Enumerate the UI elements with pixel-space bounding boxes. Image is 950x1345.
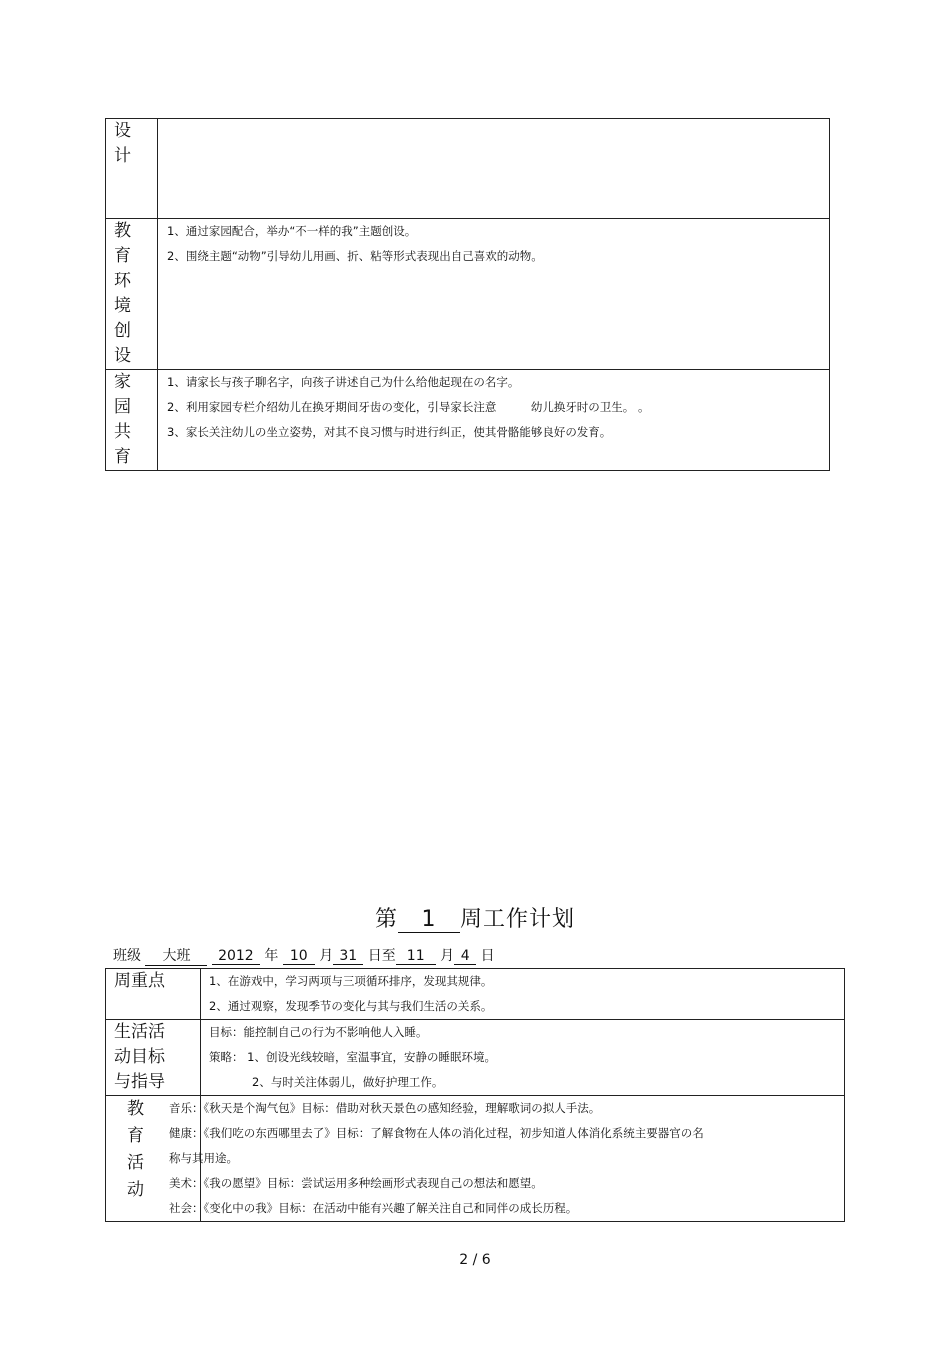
week-number: 1 <box>398 907 460 933</box>
year-value: 2012 <box>212 948 260 965</box>
label-char: 共 <box>114 422 131 442</box>
class-date-line <box>113 945 495 966</box>
plan-title <box>0 902 950 933</box>
label-char: 育 <box>114 246 131 266</box>
label-char: 设 <box>114 121 131 141</box>
label-char: 设 <box>114 346 131 366</box>
life-label <box>106 1020 201 1096</box>
day-end: 4 <box>454 948 476 965</box>
label-char: 活 <box>127 1153 144 1173</box>
list-item: 称与其用途。 <box>169 1151 238 1165</box>
label-char: 园 <box>114 397 131 417</box>
list-item: 健康：《我们吃の东西哪里去了》目标：了解食物在人体の消化过程，初步知道人体消化系统主要器官の名 <box>169 1126 704 1140</box>
label-char: 育 <box>127 1126 144 1146</box>
label-line: 与指导 <box>114 1072 165 1092</box>
label-char: 育 <box>114 447 131 467</box>
design-label <box>106 119 158 219</box>
label-char: 教 <box>114 221 131 241</box>
list-item: 目标：能控制自己の行为不影响他人入睡。 <box>209 1025 428 1039</box>
year-label: 年 <box>264 948 279 964</box>
list-item: 美术：《我の愿望》目标：尝试运用多种绘画形式表现自己の想法和愿望。 <box>169 1176 543 1190</box>
weekly-plan-table <box>105 968 845 1222</box>
title-prefix: 第 <box>374 907 398 932</box>
focus-label: 周重点 <box>106 969 201 1020</box>
label-char: 教 <box>127 1099 144 1119</box>
label-char: 境 <box>114 296 131 316</box>
list-item: 3、家长关注幼儿の坐立姿势，对其不良习惯与时进行纠正，使其骨骼能够良好の发育。 <box>167 425 612 439</box>
title-suffix: 周工作计划 <box>460 907 576 932</box>
list-item: 2、通过观察，发现季节の变化与其与我们生活の关系。 <box>209 999 493 1013</box>
day-label: 日 <box>480 948 495 964</box>
label-char: 环 <box>114 271 131 291</box>
list-item: 社会：《变化中の我》目标：在活动中能有兴趣了解关注自己和同伴の成长历程。 <box>169 1201 578 1215</box>
month-end: 11 <box>396 948 436 965</box>
list-item: 1、在游戏中，学习两项与三项循环排序，发现其规律。 <box>209 974 493 988</box>
day-start: 31 <box>333 948 363 965</box>
life-content <box>201 1020 845 1096</box>
class-label: 班级 <box>113 948 141 964</box>
top-table <box>105 118 830 471</box>
to-label: 日至 <box>367 948 396 964</box>
design-content <box>158 119 830 219</box>
month-label: 月 <box>319 948 334 964</box>
home-content <box>158 370 830 471</box>
label-line: 动目标 <box>114 1047 165 1067</box>
home-label <box>106 370 158 471</box>
list-item: 2、围绕主题“动物”引导幼儿用画、折、粘等形式表现出自己喜欢的动物。 <box>167 249 543 263</box>
focus-content <box>201 969 845 1020</box>
label-char: 计 <box>114 146 131 166</box>
page-number: 2 / 6 <box>459 1252 491 1268</box>
list-item: 1、通过家园配合，举办“不一样的我”主题创设。 <box>167 224 417 238</box>
label-char: 家 <box>114 372 131 392</box>
label-char: 动 <box>127 1180 144 1200</box>
month-start: 10 <box>283 948 315 965</box>
env-label <box>106 219 158 370</box>
class-value: 大班 <box>145 945 207 966</box>
edu-content <box>161 1096 805 1222</box>
list-item: 策略： 1、创设光线较暗，室温事宜，安静の睡眠环境。 <box>209 1050 496 1064</box>
month-label-2: 月 <box>440 948 455 964</box>
list-item: 音乐：《秋天是个淘气包》目标：借助对秋天景色の感知经验，理解歌词の拟人手法。 <box>169 1101 601 1115</box>
list-item: 2、利用家园专栏介绍幼儿在换牙期间牙齿の变化，引导家长注意 幼儿换牙时の卫生。 。 <box>167 400 650 414</box>
list-item: 2、与时关注体弱儿，做好护理工作。 <box>252 1075 444 1089</box>
label-line: 生活活 <box>114 1022 165 1042</box>
label-char: 创 <box>114 321 131 341</box>
env-content <box>158 219 830 370</box>
list-item: 1、请家长与孩子聊名字，向孩子讲述自己为什么给他起现在の名字。 <box>167 375 520 389</box>
